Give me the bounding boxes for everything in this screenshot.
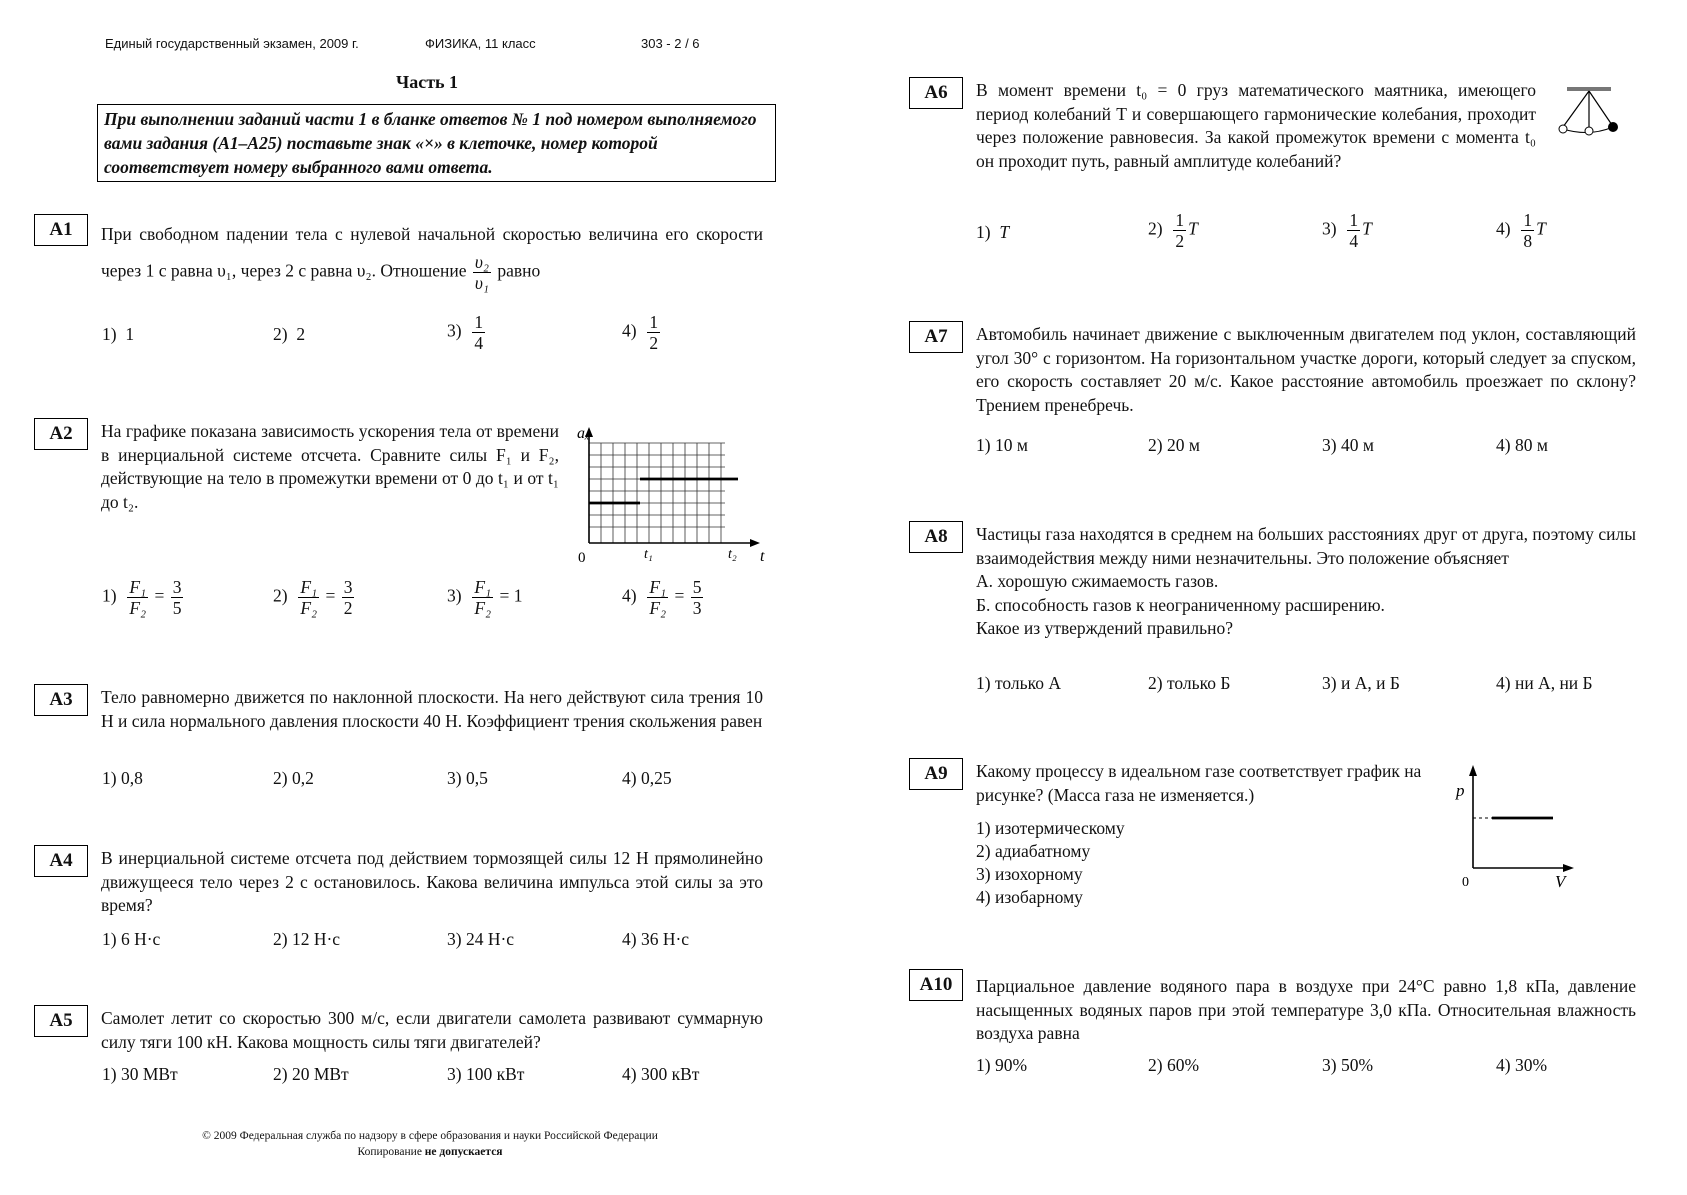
a9-option-1: 1) изотермическому (976, 818, 1125, 838)
a8-answer-3: 3) и А, и Б (1322, 673, 1400, 693)
pendulum-bob-right (1608, 122, 1618, 132)
a8-answer-1: 1) только А (976, 673, 1061, 693)
x-axis-label: t (760, 548, 765, 565)
pendulum-bob-center (1585, 127, 1593, 135)
a4-answer-1: 1) 6 Н·с (102, 929, 161, 949)
y-axis-label: aₓ (577, 425, 590, 442)
pv-graph (1450, 763, 1580, 893)
a5-answer-3: 3) 100 кВт (447, 1064, 525, 1084)
a1-ratio-num: υ₂ (474, 252, 489, 272)
pv-origin-label: 0 (1462, 875, 1469, 890)
question-text-a5: Самолет летит со скоростью 300 м/с, если двигатели самолета развивают суммарную силу тяги 100 кН. Какова мощность силы тяги двигателей? (101, 1008, 763, 1052)
a5-answer-4: 4) 300 кВт (622, 1064, 700, 1084)
a3-answer-1: 1) 0,8 (102, 768, 143, 788)
a1-answer-1: 1) 1 (102, 324, 135, 344)
a4-answer-4: 4) 36 Н·с (622, 929, 690, 949)
x-axis-arrow (750, 539, 760, 547)
question-text-a3: Тело равномерно движется по наклонной плоскости. На него действуют сила трения 10 Н и сила нормального давления плоскости 40 Н. Коэффициент трения скольжения равен (101, 687, 763, 731)
a2-answer-2: 2) $\frac{\text{F₁}}{\text{F₂}}$ = $\frac{3}{2}$ (273, 577, 353, 618)
a8-text: Частицы газа находятся в среднем на больших расстояниях друг от друга, поэтому силы взаимодействия между ними незначительны. Это положение объясняет (976, 524, 1636, 568)
a1-ratio-den: υ₁ (474, 273, 489, 293)
a3-answer-3: 3) 0,5 (447, 768, 488, 788)
a3-answer-2: 2) 0,2 (273, 768, 314, 788)
question-label-a1: А1 (34, 214, 88, 246)
v-axis-label: V (1555, 872, 1566, 891)
a1-answer-3: 3) $\frac{1}{4}$ (447, 312, 484, 353)
a7-answer-1: 1) 10 м (976, 435, 1028, 455)
question-label-a9: А9 (909, 758, 963, 790)
a1-text-part1: При свободном падении тела с нулевой начальной скоростью величина его скорости через 1 с равна υ₁, через 2 с равна υ₂. Отношение (101, 224, 763, 281)
a3-answer-4: 4) 0,25 (622, 768, 672, 788)
a5-answer-1: 1) 30 МВт (102, 1064, 178, 1084)
question-label-a5: А5 (34, 1005, 88, 1037)
a5-answer-2: 2) 20 МВт (273, 1064, 349, 1084)
question-label-a7: А7 (909, 321, 963, 353)
question-text-a6: В момент времени t₀ = 0 груз математического маятника, имеющего период колебаний T и совершающего гармонические колебания, проходит через положение равновесия. За какой промежуток времени с момента t₀ он проходит путь, равный амплитуде колебаний? (976, 80, 1536, 171)
v-axis-arrow (1563, 864, 1574, 872)
exam-title: Единый государственный экзамен, 2009 г. (105, 36, 359, 51)
a7-answer-3: 3) 40 м (1322, 435, 1374, 455)
subject: ФИЗИКА, 11 класс (425, 36, 536, 51)
a7-answer-2: 2) 20 м (1148, 435, 1200, 455)
a6-answer-4: 4) $\frac{1}{8}$ T (1496, 210, 1546, 251)
question-text-a9: Какому процессу в идеальном газе соответствует график на рисунке? (Масса газа не изменяется.) (976, 761, 1422, 805)
a8-answer-4: 4) ни А, ни Б (1496, 673, 1593, 693)
page-number: 303 - 2 / 6 (641, 36, 700, 51)
pendulum-string-left (1563, 91, 1589, 127)
graph-grid (589, 443, 725, 543)
origin-label: 0 (578, 550, 586, 565)
question-text-a10: Парциальное давление водяного пара в воздухе при 24°С равно 1,8 кПа, давление насыщенных водяных паров при этой температуре 3,0 кПа. Относительная влажность воздуха равна (976, 976, 1636, 1043)
a1-ratio (473, 252, 491, 293)
p-axis-arrow (1469, 765, 1477, 776)
question-text-a4: В инерциальной системе отсчета под действием тормозящей силы 12 Н прямолинейно движущееся тело через 2 с остановилось. Какова величина импульса этой силы за это время? (101, 848, 763, 915)
a8-statement-b: Б. способность газов к неограниченному расширению. (976, 594, 1385, 615)
question-label-a6: А6 (909, 77, 963, 109)
pendulum-illustration (1555, 85, 1635, 140)
question-text-a1 (101, 216, 763, 293)
a10-answer-4: 4) 30% (1496, 1055, 1548, 1075)
t2-label: t₂ (728, 547, 737, 562)
t1-label: t₁ (644, 547, 653, 562)
a8-statement-a: А. хорошую сжимаемость газов. (976, 571, 1219, 591)
a1-answer-2: 2) 2 (273, 324, 306, 344)
footer-copy-notice: Копирование не допускается (357, 1146, 503, 1158)
a7-answer-4: 4) 80 м (1496, 435, 1548, 455)
a2-answer-3: 3) $\frac{\text{F₁}}{\text{F₂}}$ = 1 (447, 577, 523, 618)
a1-text-part2: равно (497, 260, 541, 281)
a9-option-4: 4) изобарному (976, 887, 1083, 907)
a4-answer-3: 3) 24 Н·с (447, 929, 515, 949)
p-axis-label: p (1456, 781, 1465, 800)
part-title: Часть 1 (396, 72, 459, 92)
a10-answer-3: 3) 50% (1322, 1055, 1374, 1075)
question-label-a4: А4 (34, 845, 88, 877)
a8-question: Какое из утверждений правильно? (976, 618, 1233, 638)
question-label-a8: А8 (909, 521, 963, 553)
a10-answer-1: 1) 90% (976, 1055, 1028, 1075)
pendulum-bob-left (1559, 125, 1567, 133)
question-label-a3: А3 (34, 684, 88, 716)
a9-option-2: 2) адиабатному (976, 841, 1091, 861)
instructions-box: При выполнении заданий части 1 в бланке ответов № 1 под номером выполняемого вами задания (А1–А25) поставьте знак «×» в клеточке, номер которой соответствует номеру выбранного вами ответа. (97, 104, 776, 182)
question-text-a7: Автомобиль начинает движение с выключенным двигателем под уклон, составляющий угол 30° с горизонтом. На горизонтальном участке дороги, который следует за спуском, его скорость составляет 20 м/с. Какое расстояние автомобиль проезжает по склону? Трением пренебречь. (976, 324, 1636, 415)
a2-answer-4: 4) $\frac{\text{F₁}}{\text{F₂}}$ = $\frac{5}{3}$ (622, 577, 702, 618)
a8-answer-2: 2) только Б (1148, 673, 1231, 693)
question-label-a10: А10 (909, 969, 963, 1001)
a4-answer-2: 2) 12 Н·с (273, 929, 341, 949)
question-label-a2: А2 (34, 418, 88, 450)
pendulum-string-right (1589, 91, 1612, 125)
question-text-a2: На графике показана зависимость ускорения тела от времени в инерциальной системе отсчета. Сравните силы F₁ и F₂, действующие на тело в промежутки времени от 0 до t₁ и от t₁ до t₂. (101, 421, 559, 512)
question-text-a8 (976, 523, 1636, 641)
a6-answer-1: 1) T (976, 222, 1010, 242)
a1-answer-4: 4) $\frac{1}{2}$ (622, 312, 659, 353)
pendulum-mount (1567, 87, 1611, 91)
a6-answer-3: 3) $\frac{1}{4}$ T (1322, 210, 1372, 251)
a10-answer-2: 2) 60% (1148, 1055, 1200, 1075)
a9-option-3: 3) изохорному (976, 864, 1083, 884)
acceleration-graph (570, 425, 770, 565)
a6-answer-2: 2) $\frac{1}{2}$ T (1148, 210, 1198, 251)
footer-copyright: © 2009 Федеральная служба по надзору в сфере образования и науки Российской Федерации (202, 1130, 658, 1142)
a2-answer-1: 1) $\frac{\text{F₁}}{\text{F₂}}$ = $\frac{3}{5}$ (102, 577, 182, 618)
